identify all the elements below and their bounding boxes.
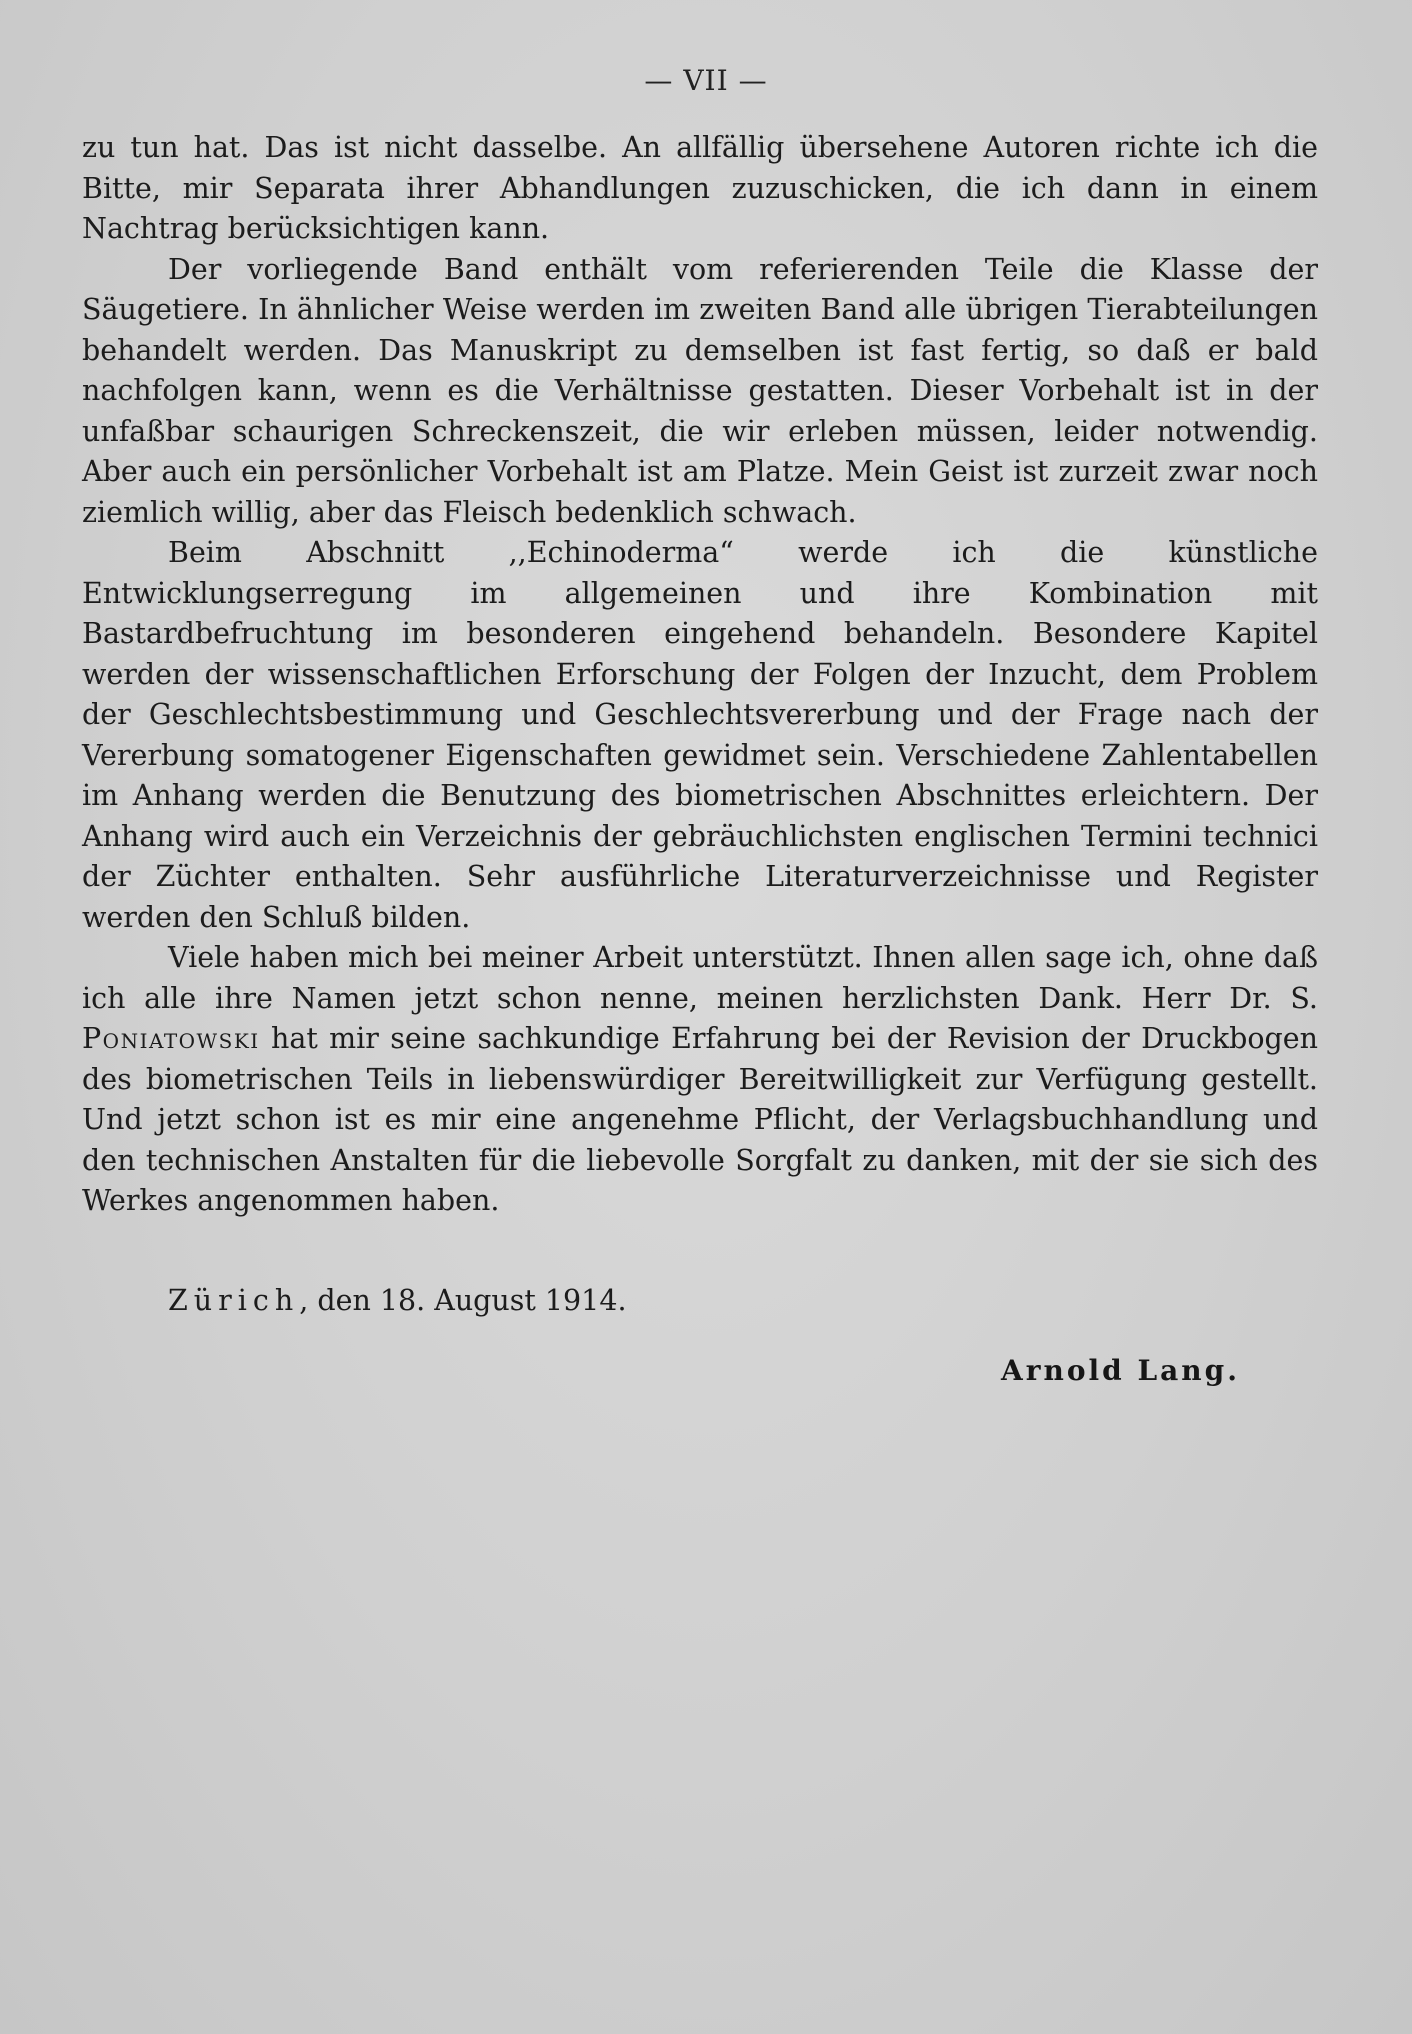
page-number: — VII — [644, 64, 768, 97]
paragraph-continuation: zu tun hat. Das ist nicht dasselbe. An allfällig übersehene Autoren richte ich die Bitte, mir Separata ihrer Abhandlungen zuzuschicken, die ich dann in einem Nachtrag berücksichtigen kann. [82, 131, 1318, 245]
acknowledgements-text-end: hat mir seine sachkundige Erfahrung bei der Revision der Druckbogen des biometrischen Teils in liebenswürdiger Bereitwilligkeit zur Verfügung gestellt. Und jetzt schon ist es mir eine angenehme Pflicht, der Verlagsbuchhandlung und den technischen Anstalten für die liebevolle Sorgfalt zu danken, mit der sie sich des Werkes angenommen haben. [82, 1022, 1318, 1217]
paragraph-acknowledgements [82, 938, 1318, 1222]
dateline-date: , den 18. August 1914. [299, 1284, 627, 1317]
paragraph-volume-content: Der vorliegende Band enthält vom referierenden Teile die Klasse der Säugetiere. In ähnlicher Weise werden im zweiten Band alle übrigen Tierabteilungen behandelt werden. Das Manuskript zu demselben ist fast fertig, so daß er bald nachfolgen kann, wenn es die Verhältnisse gestatten. Dieser Vorbehalt ist in der unfaßbar schaurigen Schreckenszeit, die wir erleben müssen, leider notwendig. Aber auch ein persönlicher Vorbehalt ist am Platze. Mein Geist ist zurzeit zwar noch ziemlich willig, aber das Fleisch bedenklich schwach. [82, 252, 1318, 529]
person-name-poniatowski: Poniatowski [82, 1022, 260, 1055]
body-text [82, 128, 1318, 1222]
paragraph-echinoderma: Beim Abschnitt ,,Echinoderma“ werde ich die künstliche Entwicklungserregung im allgemeinen und ihre Kombination mit Bastardbefruchtung im besonderen eingehend behandeln. Besondere Kapitel werden der wissenschaftlichen Erforschung der Folgen der Inzucht, dem Problem der Geschlechtsbestimmung und Geschlechtsvererbung und der Frage nach der Vererbung somatogener Eigenschaften gewidmet sein. Verschiedene Zahlentabellen im Anhang werden die Benutzung des biometrischen Abschnittes erleichtern. Der Anhang wird auch ein Verzeichnis der gebräuchlichsten englischen Termini technici der Züchter enthalten. Sehr ausführliche Literaturverzeichnisse und Register werden den Schluß bilden. [82, 536, 1318, 934]
dateline [168, 1284, 627, 1317]
author-signature: Arnold Lang. [1001, 1354, 1240, 1387]
dateline-place: Zürich [168, 1284, 300, 1317]
acknowledgements-text-start: Viele haben mich bei meiner Arbeit unterstützt. Ihnen allen sage ich, ohne daß ich alle ihre Namen jetzt schon nenne, meinen herzlichsten Dank. Herr Dr. S. [82, 941, 1318, 1015]
